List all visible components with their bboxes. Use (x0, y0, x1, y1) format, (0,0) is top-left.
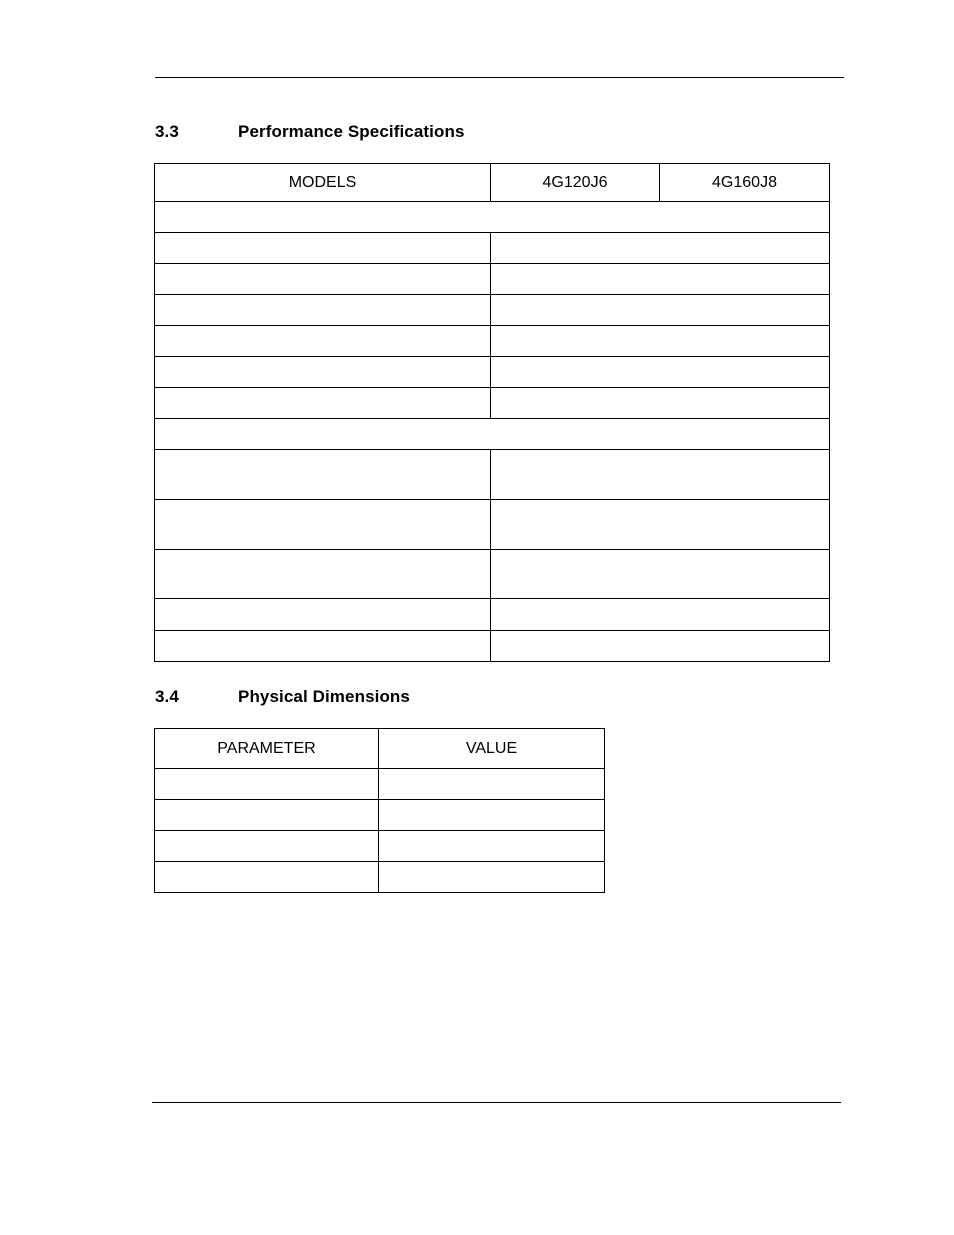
table-cell (155, 599, 491, 631)
table-cell (155, 550, 491, 599)
table-cell (155, 264, 491, 295)
table-cell (155, 769, 379, 800)
header-models: MODELS (155, 164, 491, 202)
section-number: 3.4 (155, 687, 179, 706)
table-cell (491, 550, 830, 599)
table-cell (379, 800, 605, 831)
section-number: 3.3 (155, 122, 179, 141)
table-cell (491, 326, 830, 357)
table-cell (155, 295, 491, 326)
table-cell (155, 500, 491, 550)
section-title: Performance Specifications (238, 122, 465, 141)
table-cell (379, 862, 605, 893)
table-group-row (155, 202, 830, 233)
table-cell (155, 631, 491, 662)
table-cell (491, 599, 830, 631)
table-cell (491, 233, 830, 264)
bottom-rule (152, 1102, 841, 1103)
table-cell (491, 295, 830, 326)
table-cell (155, 800, 379, 831)
table-cell (155, 357, 491, 388)
table-cell (155, 326, 491, 357)
table-cell (379, 831, 605, 862)
header-model-4g160j8: 4G160J8 (660, 164, 830, 202)
table-group-row (155, 419, 830, 450)
table-cell (379, 769, 605, 800)
table-cell (155, 233, 491, 264)
performance-spec-table (154, 163, 830, 662)
table-cell (155, 862, 379, 893)
top-rule (155, 77, 844, 78)
table-cell (491, 631, 830, 662)
table-cell (155, 831, 379, 862)
table-cell (491, 357, 830, 388)
header-model-4g120j6: 4G120J6 (491, 164, 660, 202)
table-cell (155, 450, 491, 500)
table-cell (491, 264, 830, 295)
physical-dimensions-table (154, 728, 605, 893)
table-cell (491, 388, 830, 419)
header-value: VALUE (379, 729, 605, 769)
table-cell (491, 500, 830, 550)
header-parameter: PARAMETER (155, 729, 379, 769)
table-cell (155, 388, 491, 419)
section-title: Physical Dimensions (238, 687, 410, 706)
table-cell (491, 450, 830, 500)
